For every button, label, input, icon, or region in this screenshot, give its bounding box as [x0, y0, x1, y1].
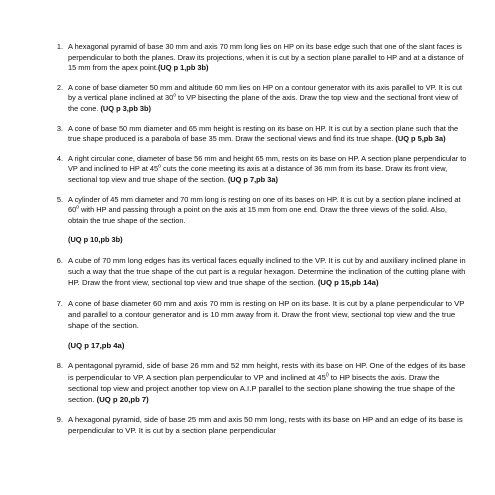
- question-reference: (UQ p 5,pb 3a): [393, 134, 446, 144]
- question-text: [68, 124, 469, 145]
- question-number: 2.: [56, 82, 63, 92]
- question-text-segment: A cone of base diameter 60 mm and axis 70 mm is resting on HP on its base. It is cut by a plane perpendicular to VP and parallel to a contour generator and is 10 mm away from it. Draw the front view, sectional top view and the true shape of the section.: [68, 298, 465, 330]
- degree-superscript: 0: [325, 371, 329, 378]
- question-text: [68, 154, 469, 186]
- question-number: 6.: [56, 255, 63, 265]
- degree-superscript: o: [158, 163, 161, 170]
- degree-superscript: o: [173, 92, 176, 99]
- question-text: [68, 195, 469, 227]
- question-reference: (UQ p 17,pb 4a): [68, 341, 125, 351]
- question-item: [56, 123, 469, 145]
- question-number: 1.: [56, 42, 63, 51]
- question-reference: (UQ p 20,pb 7): [94, 394, 149, 404]
- question-text: [68, 83, 469, 115]
- question-text-segment: A right circular cone, diameter of base 56 mm and height 65 mm, rests on its base on HP. A section plane perpendicular to VP and inclined to HP at 45: [68, 153, 467, 174]
- question-number: 5.: [56, 194, 63, 204]
- degree-superscript: o: [76, 204, 80, 211]
- question-item: [56, 42, 469, 74]
- question-reference: (UQ p 1,pb 3b): [157, 63, 209, 73]
- question-text-segment: A cone of base 50 mm diameter and 65 mm height is resting on its base on HP. It is cut by a section plane such that the true shape produced is a parabola of base 35 mm. Draw the sectional views and find its true shape.: [68, 123, 459, 144]
- question-text: [68, 360, 469, 405]
- question-text: [68, 42, 469, 74]
- question-text-segment: A pentagonal pyramid, side of base 26 mm and 52 mm height, rests with its base on HP. One of the edges of its base is perpendicular to VP. A section plan perpendicular to VP and inclined at 45: [68, 361, 466, 382]
- question-text-segment: with HP and passing through a point on the axis at 15 mm from one end. Draw the three views of the solid. Also, obtain the true shape of the section.: [68, 205, 447, 225]
- question-item: [56, 298, 469, 352]
- question-text-segment: A cone of base diameter 50 mm and altitude 60 mm lies on HP on a contour generator with its axis parallel to VP. It is cut by a vertical plane inclined at 30: [68, 82, 463, 103]
- question-text: [68, 298, 469, 332]
- question-reference: (UQ p 15,pb 14a): [315, 278, 379, 288]
- question-list: [56, 42, 469, 437]
- question-text-segment: A cube of 70 mm long edges has its vertical faces equally inclined to the VP. It is cut by and auxiliary inclined plane in such a way that the true shape of the cut part is a regular hexagon. Determine the inclination of the cutting plane with HP. Draw the front view, sectional top view and true shape of the section.: [68, 255, 466, 288]
- question-text-segment: to HP bisects the axis. Draw the sectional top view and project another top view on A.I.P parallel to the section plane showing the true shape of the section.: [68, 372, 456, 404]
- question-number: 9.: [56, 415, 63, 425]
- question-reference: (UQ p 3,pb 3b): [98, 103, 151, 113]
- question-text: [68, 255, 469, 289]
- question-item: [56, 360, 469, 405]
- question-text: [68, 414, 469, 436]
- question-item: [56, 255, 469, 289]
- question-text-segment: A hexagonal pyramid, side of base 25 mm and axis 50 mm long, rests with its base on HP and an edge of its base is perpendicular to VP. It is cut by a section plane perpendicular: [68, 415, 463, 436]
- question-item: [56, 414, 469, 436]
- question-item: [56, 153, 469, 186]
- question-item: [56, 82, 469, 115]
- question-text-segment: cuts the cone meeting its axis at a distance of 36 mm from its base. Draw its front view, sectional top view and true shape of the section.: [68, 164, 448, 184]
- question-reference: (UQ p 7,pb 3a): [225, 174, 278, 184]
- question-text-segment: A hexagonal pyramid of base 30 mm and axis 70 mm long lies on HP on its base edge such that one of the slant faces is perpendicular to both the planes. Draw its projections, when it is cut by a section plane parallel to HP and at a distance of 15 mm from the apex point.: [68, 42, 464, 73]
- question-reference: (UQ p 10,pb 3b): [68, 235, 123, 245]
- question-text-segment: A cylinder of 45 mm diameter and 70 mm long is resting on one of its bases on HP. It is cut by a section plane inclined at 60: [68, 194, 461, 215]
- question-text-segment: to VP bisecting the plane of the axis. Draw the top view and the sectional front view of the cone.: [68, 93, 459, 113]
- question-item: [56, 194, 469, 246]
- question-number: 3.: [56, 123, 63, 133]
- question-number: 7.: [56, 298, 63, 308]
- question-number: 8.: [56, 361, 63, 371]
- question-number: 4.: [56, 153, 63, 163]
